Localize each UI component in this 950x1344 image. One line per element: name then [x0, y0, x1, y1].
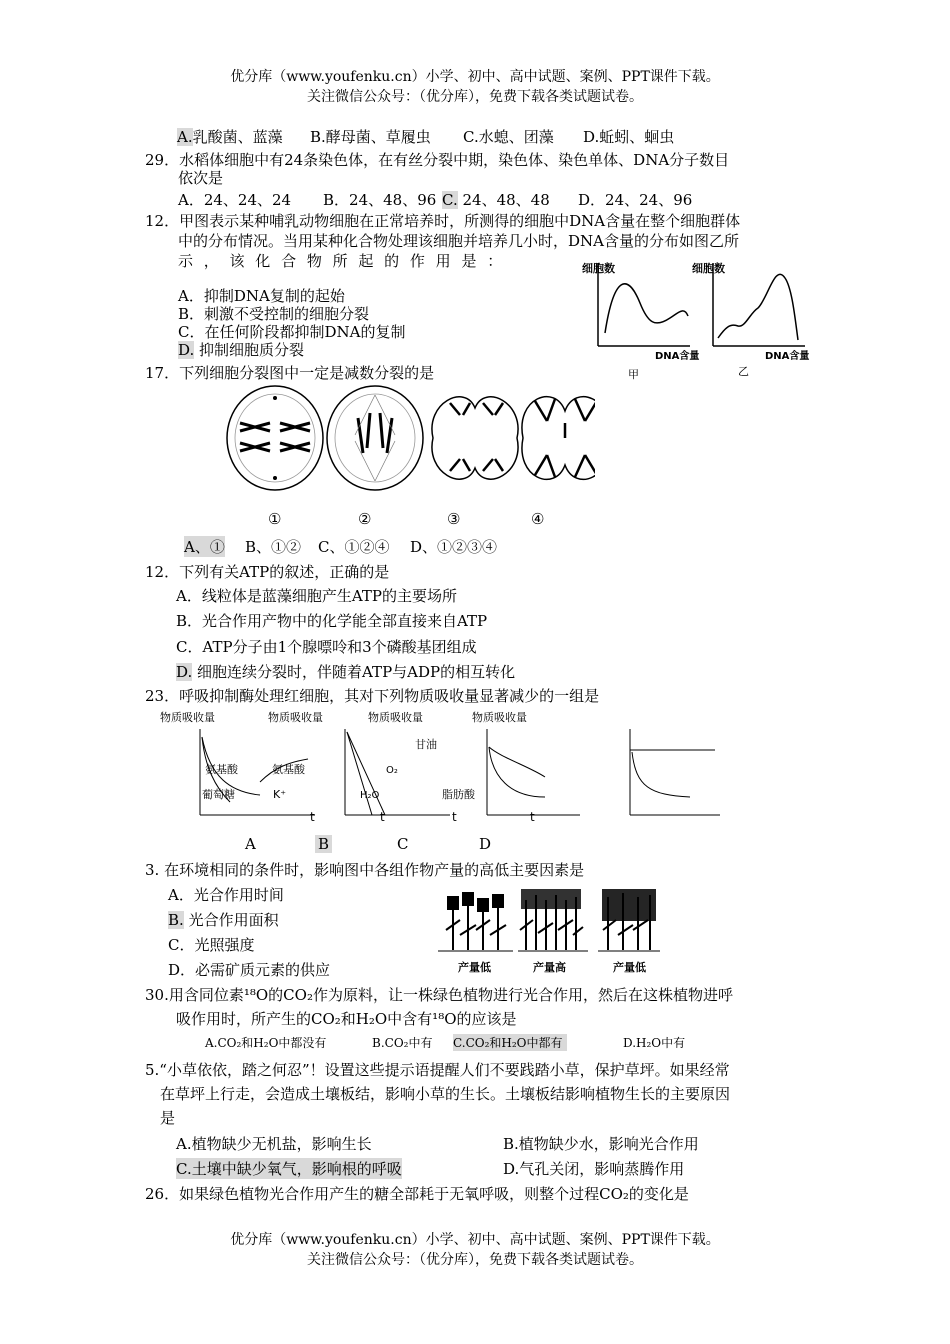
q5-stem-line-2: 在草坪上行走，会造成土壤板结，影响小草的生长。土壤板结影响植物生长的主要原因 — [160, 1085, 731, 1103]
chart-b-bottom-label: K⁺ — [273, 788, 287, 801]
q30-option-d[interactable]: D.H₂O中有 — [623, 1036, 686, 1050]
header-line-2: 关注微信公众号：（优分库），免费下载各类试题试卷。 — [307, 89, 643, 105]
q3-option-c[interactable]: C．光照强度 — [168, 936, 255, 954]
q26-stem: 26．如果绿色植物光合作用产生的糖全部耗于无氧呼吸，则整个过程CO₂的变化是 — [145, 1185, 689, 1203]
option-c[interactable]: C.水螅、团藻 — [463, 128, 554, 146]
q12a-option-c[interactable]: C．在任何阶段都抑制DNA的复制 — [178, 323, 406, 341]
chart-d-t: t — [530, 810, 535, 824]
q12b-option-d[interactable] — [176, 661, 515, 682]
q17-option-a[interactable]: A、① — [184, 538, 225, 556]
q30-option-c[interactable]: C.CO₂和H₂O中都有 — [453, 1034, 567, 1051]
crop-group-2 — [518, 890, 588, 951]
chart-b-ylabel: 物质吸收量 — [268, 711, 323, 724]
chart-c-o2-label: O₂ — [386, 765, 398, 776]
q29-stem-line-2: 依次是 — [178, 169, 224, 187]
option-a-letter[interactable]: A. — [177, 128, 193, 146]
q29-option-d[interactable]: D．24、24、96 — [578, 191, 693, 209]
cell-label-3: ③ — [447, 510, 461, 528]
chart-label-c: C — [397, 835, 409, 853]
chart-d — [487, 729, 580, 824]
q5-option-d[interactable]: D.气孔关闭，影响蒸腾作用 — [503, 1160, 685, 1178]
cell-label-4: ④ — [531, 510, 545, 528]
q29-option-c[interactable] — [442, 189, 550, 210]
q12a-stem-line-2: 中的分布情况。当用某种化合物处理该细胞并培养几小时，DNA含量的分布如图乙所 — [178, 232, 739, 250]
q29-option-b[interactable]: B．24、48、96 — [323, 191, 437, 209]
cell-label-1: ① — [268, 510, 282, 528]
q12a-option-d-letter: D. — [178, 341, 195, 359]
crop-label-3: 产量低 — [613, 961, 646, 974]
chart-jia-curve — [605, 284, 688, 333]
chart-e — [630, 729, 720, 815]
q30-stem-line-1: 30.用含同位素¹⁸O的CO₂作为原料，让一株绿色植物进行光合作用，然后在这株植物进呼 — [145, 986, 733, 1004]
cell-division-figures — [225, 383, 595, 493]
footer-line-1: 优分库（www.youfenku.cn）小学、初中、高中试题、案例、PPT课件下载。 — [230, 1232, 720, 1248]
q29-option-c-text: 24、48、48 — [462, 191, 550, 209]
q3-option-b-letter: B. — [168, 911, 184, 929]
q12a-option-d[interactable] — [178, 339, 304, 360]
q17-option-d[interactable]: D、①②③④ — [410, 538, 498, 556]
chart-jia — [582, 261, 699, 381]
header-line-1: 优分库（www.youfenku.cn）小学、初中、高中试题、案例、PPT课件下载。 — [230, 69, 720, 85]
q30-stem-line-2: 吸作用时，所产生的CO₂和H₂O中含有¹⁸O的应该是 — [176, 1010, 517, 1028]
q12a-option-d-text: 抑制细胞质分裂 — [199, 341, 305, 359]
q12b-option-d-letter: D. — [176, 663, 193, 681]
chart-label-a: A — [245, 835, 256, 853]
q12a-stem-line-1: 12．甲图表示某种哺乳动物细胞在正常培养时，所测得的细胞中DNA含量在整个细胞群体 — [145, 212, 741, 230]
q5-option-c[interactable]: C.土壤中缺少氧气，影响根的呼吸 — [176, 1160, 402, 1178]
q3-stem: 3. 在环境相同的条件时，影响图中各组作物产量的高低主要因素是 — [145, 861, 585, 879]
q12b-option-d-text: 细胞连续分裂时，伴随着ATP与ADP的相互转化 — [197, 663, 516, 681]
q12a-option-a[interactable]: A．抑制DNA复制的起始 — [178, 287, 345, 305]
q30-option-a[interactable]: A.CO₂和H₂O中都没有 — [205, 1036, 327, 1050]
crop-group-1 — [438, 893, 513, 951]
q12b-option-c[interactable]: C．ATP分子由1个腺嘌呤和3个磷酸基团组成 — [176, 638, 477, 656]
chart-jia-xlabel: DNA含量 — [655, 351, 700, 362]
q12a-stem-line-3: 示 ， 该 化 合 物 所 起 的 作 用 是 ： — [178, 252, 506, 270]
chart-c-fatty-label: 脂肪酸 — [442, 788, 475, 801]
cell-figure-1 — [227, 386, 323, 490]
q12a-option-b[interactable]: B．刺激不受控制的细胞分裂 — [178, 305, 370, 323]
q3-option-d[interactable]: D．必需矿质元素的供应 — [168, 961, 331, 979]
chart-yi-curve — [718, 274, 798, 340]
chart-d-ylabel: 物质吸收量 — [472, 711, 527, 724]
chart-c-glycerol-label: 甘油 — [415, 738, 437, 751]
q23-stem: 23．呼吸抑制酶处理红细胞，其对下列物质吸收量显著减少的一组是 — [145, 687, 600, 705]
q17-option-b[interactable]: B、①② — [245, 538, 302, 556]
q3-option-a[interactable]: A．光合作用时间 — [168, 886, 284, 904]
chart-yi-name: 乙 — [738, 365, 749, 378]
q30-option-b[interactable]: B.CO₂中有 — [372, 1036, 433, 1050]
crop-label-1: 产量低 — [458, 961, 491, 974]
cell-figure-2 — [327, 386, 423, 490]
q5-option-b[interactable]: B.植物缺少水，影响光合作用 — [503, 1135, 699, 1153]
chart-a-bottom-label: 葡萄糖 — [202, 788, 235, 801]
chart-ab — [200, 729, 315, 824]
chart-ab-t: t — [310, 810, 315, 824]
q5-option-a[interactable]: A.植物缺少无机盐，影响生长 — [176, 1135, 372, 1153]
crop-group-3 — [598, 890, 660, 951]
q12b-option-b[interactable]: B．光合作用产物中的化学能全部直接来自ATP — [176, 612, 488, 630]
q12b-stem: 12．下列有关ATP的叙述，正确的是 — [145, 563, 390, 581]
q3-option-b[interactable] — [168, 909, 279, 930]
footer-line-2: 关注微信公众号：（优分库），免费下载各类试题试卷。 — [307, 1252, 643, 1268]
chart-c-t2: t — [452, 810, 457, 824]
option-b[interactable]: B.酵母菌、草履虫 — [310, 128, 431, 146]
chart-yi-ylabel: 细胞数 — [692, 262, 725, 275]
q5-stem-line-1: 5.“小草依依，踏之何忍”！设置这些提示语提醒人们不要践踏小草，保护草坪。如果经常 — [145, 1061, 730, 1079]
q17-stem: 17．下列细胞分裂图中一定是减数分裂的是 — [145, 364, 435, 382]
chart-yi-xlabel: DNA含量 — [765, 351, 810, 362]
q29-option-a[interactable]: A．24、24、24 — [178, 191, 292, 209]
option-a[interactable]: 乳酸菌、蓝藻 — [192, 128, 283, 146]
cell-figure-4 — [522, 397, 595, 480]
crop-figures — [438, 885, 663, 975]
cell-figure-3 — [432, 397, 518, 479]
chart-a-ylabel: 物质吸收量 — [160, 711, 215, 724]
q12b-option-a[interactable]: A．线粒体是蓝藻细胞产生ATP的主要场所 — [176, 587, 457, 605]
q3-option-b-text: 光合作用面积 — [188, 911, 279, 929]
chart-c-t: t — [380, 810, 385, 824]
q5-stem-line-3: 是 — [160, 1109, 176, 1127]
prev-question-options — [177, 126, 283, 147]
dna-content-charts — [580, 258, 815, 383]
crop-label-2: 产量高 — [533, 961, 566, 974]
chart-jia-ylabel: 细胞数 — [582, 262, 615, 275]
absorption-charts — [150, 707, 730, 827]
chart-label-d: D — [479, 835, 492, 853]
cell-label-2: ② — [358, 510, 372, 528]
q29-stem-line-1: 29．水稻体细胞中有24条染色体，在有丝分裂中期，染色体、染色单体、DNA分子数目 — [145, 151, 730, 169]
q17-option-c[interactable]: C、①②④ — [318, 538, 390, 556]
chart-yi — [692, 261, 809, 378]
chart-jia-name: 甲 — [628, 368, 639, 381]
chart-c-h2o-label: H₂O — [360, 790, 380, 801]
chart-label-b[interactable]: B — [315, 835, 332, 853]
option-d[interactable]: D.蚯蚓、蛔虫 — [583, 128, 675, 146]
chart-b-top-label: 氨基酸 — [272, 763, 305, 776]
chart-a-top-label: 氨基酸 — [205, 763, 238, 776]
chart-c — [345, 729, 476, 824]
chart-c-ylabel: 物质吸收量 — [368, 711, 423, 724]
q29-option-c-letter: C. — [442, 191, 458, 209]
